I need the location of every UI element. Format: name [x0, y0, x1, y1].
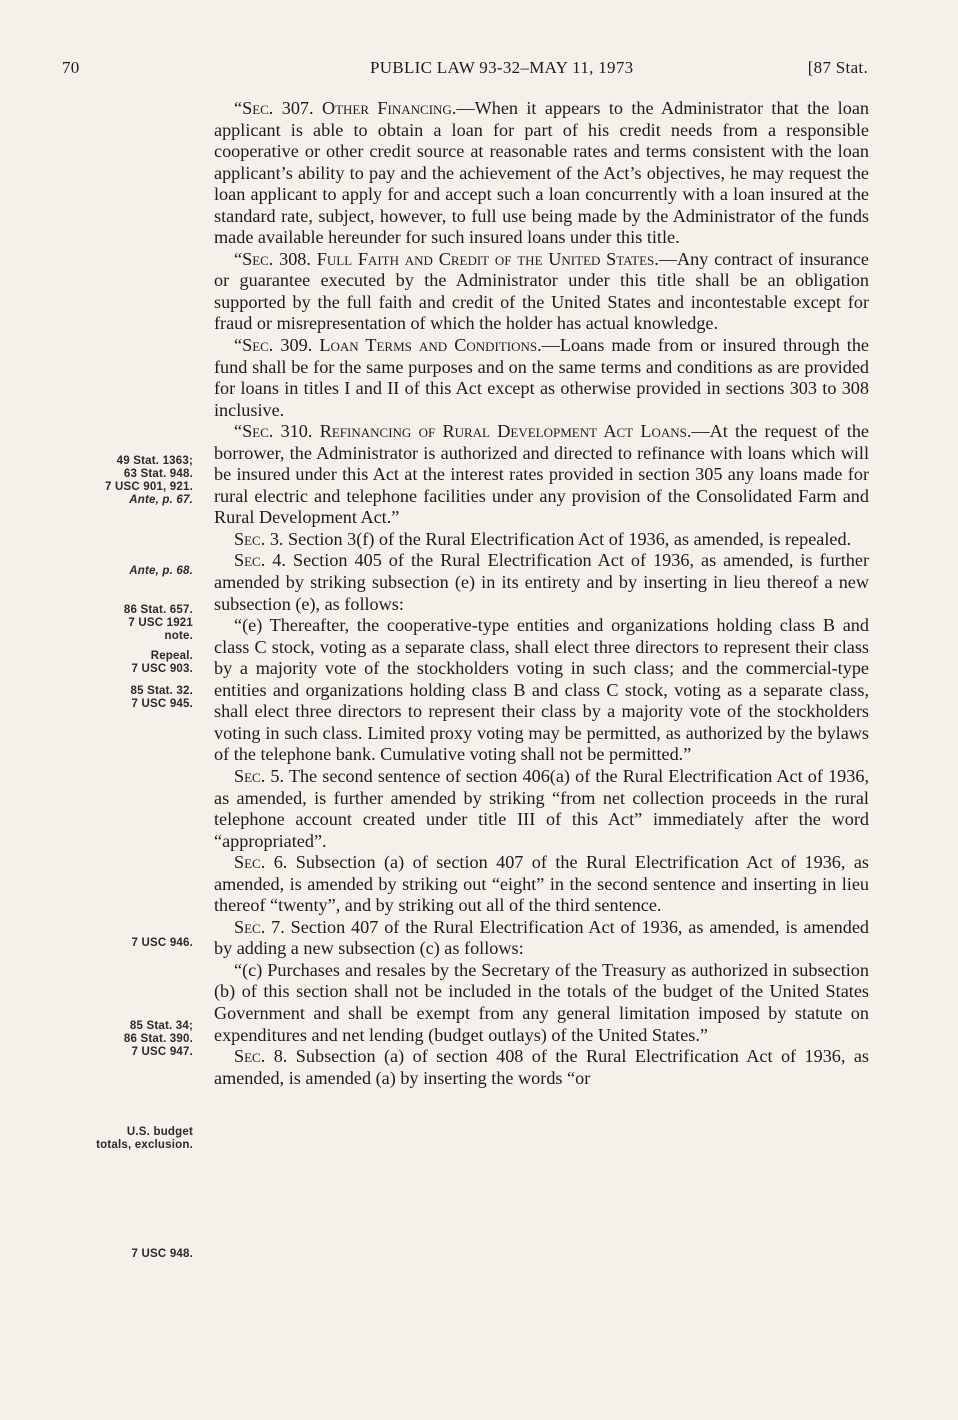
margin-note-budget	[96, 1126, 193, 1152]
margin-note-line: 86 Stat. 657.	[123, 604, 193, 616]
margin-note-line: 85 Stat. 34;	[129, 1020, 193, 1032]
margin-note-line: U.S. budget	[126, 1126, 193, 1138]
paragraph-sec-3	[214, 529, 869, 551]
margin-note-sec-408	[132, 1248, 193, 1261]
paragraph-sec-4	[214, 550, 869, 615]
page-number: 70	[62, 58, 80, 77]
paragraph-text: Section 3(f) of the Rural Electrification Act of 1936, as amended, is repealed.	[283, 528, 852, 549]
margin-note-line: totals, exclusion.	[96, 1139, 193, 1151]
margin-note-line: 7 USC 948.	[131, 1248, 193, 1260]
margin-note-sec-406	[132, 937, 193, 950]
margin-note-line: 7 USC 946.	[131, 937, 193, 949]
section-heading: “Sec. 310. Refinancing of Rural Development Act Loans.	[234, 421, 692, 442]
section-heading: “Sec. 309. Loan Terms and Conditions.	[234, 335, 542, 356]
paragraph-sec-8	[214, 1046, 869, 1089]
section-heading: Sec. 5.	[234, 765, 285, 786]
body-text	[214, 98, 869, 1089]
margin-note-repeal	[132, 650, 193, 676]
paragraph-sec-310	[214, 421, 869, 529]
paragraph-text: “(e) Thereafter, the cooperative-type entities and organizations holding class B and class C stock, voting as a separate class, shall elect three directors to represent their class by a majority vote of the stockholders voting in such class; and the commercial-type entities and organizations holding class B and class C stock, voting as a separate class, shall elect three directors to represent their class by a majority vote of the stockholders voting in such class. Limited proxy voting may be permitted, as authorized by the bylaws of the telephone bank. Cumulative voting shall not be permitted.”	[214, 615, 869, 765]
section-heading: Sec. 6.	[234, 852, 288, 873]
margin-note-line: 7 USC 1921	[128, 617, 193, 629]
margin-note-ante	[129, 565, 193, 578]
margin-note-line: 86 Stat. 390.	[123, 1033, 193, 1045]
margin-note-line: 7 USC 945.	[131, 698, 193, 710]
paragraph-text: Subsection (a) of section 407 of the Rural Electrification Act of 1936, as amended, is amended by striking out “eight” in the second sentence and inserting in lieu thereof “twenty”, and by striking out all of the third sentence.	[214, 852, 869, 916]
margin-note-line: Repeal.	[150, 650, 193, 662]
margin-note-line: 7 USC 947.	[131, 1046, 193, 1058]
paragraph-text: —Loans made from or insured through the fund shall be for the same purposes and on the same terms and conditions as are provided for loans in titles I and II of this Act except as otherwise provided in sections 303 to 308 inclusive.	[214, 335, 869, 420]
paragraph-sec-6	[214, 852, 869, 917]
section-heading: “Sec. 307. Other Financing.	[234, 98, 457, 118]
margin-note-line: note.	[164, 630, 193, 642]
paragraph-text: The second sentence of section 406(a) of the Rural Electrification Act of 1936, as amended, is further amended by striking “from net collection proceeds in the rural telephone account created under title III of this Act” immediately after the word “appropriated”.	[214, 765, 869, 851]
running-title: PUBLIC LAW 93-32–MAY 11, 1973	[370, 58, 634, 77]
margin-note-consolidated-act	[124, 604, 193, 643]
page-header	[62, 58, 868, 86]
margin-note-line: Ante, p. 67.	[129, 494, 193, 506]
paragraph-sec-309	[214, 335, 869, 421]
section-heading: Sec. 7.	[234, 916, 285, 937]
section-heading: Sec. 3.	[234, 528, 284, 549]
paragraph-text: —Any contract of insurance or guarantee executed by the Administrator under this title shall be an obligation supported by the full faith and credit of the United States and incontestable except for fraud or misrepresentation of which the holder has actual knowledge.	[214, 248, 869, 334]
margin-note-sec-405	[131, 685, 194, 711]
margin-note-line: 49 Stat. 1363;	[116, 455, 193, 467]
margin-note-line: 85 Stat. 32.	[130, 685, 193, 697]
paragraph-sec-7	[214, 917, 869, 960]
paragraph-text: Subsection (a) of section 408 of the Rural Electrification Act of 1936, as amended, is amended (a) by inserting the words “or	[214, 1046, 869, 1088]
paragraph-sec-308	[214, 249, 869, 335]
margin-note-sec-407	[124, 1020, 193, 1059]
margin-note-line: Ante, p. 68.	[129, 565, 193, 577]
margin-note-line: 7 USC 901, 921.	[104, 481, 193, 493]
stat-reference: [87 Stat.	[807, 58, 868, 77]
paragraph-text: “(c) Purchases and resales by the Secretary of the Treasury as authorized in subsection (b) of this section shall not be included in the totals of the budget of the United States Government and shall be exempt from any general limitation imposed by statute on expenditures and net lending (budget outlays) of the United States.”	[214, 959, 869, 1045]
margin-note-line: 7 USC 903.	[131, 663, 193, 675]
paragraph-sec-5	[214, 766, 869, 852]
paragraph-text: Section 407 of the Rural Electrification Act of 1936, as amended, is amended by adding a new subsection (c) as follows:	[214, 916, 870, 959]
paragraph-text: —At the request of the borrower, the Administrator is authorized and directed to refinance with loans which will be insured under this Act at the interest rates provided in section 305 any loans made for rural electric and telephone facilities under any provision of the Consolidated Farm and Rural Development Act.”	[214, 421, 869, 528]
paragraph-text: Section 405 of the Rural Electrification Act of 1936, as amended, is further amended by striking subsection (e) in its entirety and by inserting in lieu thereof a new subsection (e), as follows:	[214, 550, 869, 614]
section-heading: “Sec. 308. Full Faith and Credit of the United States.	[234, 248, 659, 269]
margin-note-line: 63 Stat. 948.	[123, 468, 193, 480]
paragraph-subsection-c	[214, 960, 869, 1046]
paragraph-subsection-e	[214, 615, 869, 766]
margin-note-citations	[105, 455, 193, 507]
paragraph-sec-307	[214, 98, 869, 249]
section-heading: Sec. 8.	[234, 1046, 288, 1067]
section-heading: Sec. 4.	[234, 550, 286, 571]
paragraph-text: —When it appears to the Administrator that the loan applicant is able to obtain a loan for part of his credit needs from a responsible cooperative or other credit source at reasonable rates and terms consistent with the loan applicant’s ability to pay and the achievement of the Act’s objectives, he may request the loan applicant to apply for and accept such a loan concurrently with a loan insured at the standard rate, subject, however, to full use being made by the Administrator of the funds made available hereunder for such insured loans under this title.	[214, 98, 869, 248]
